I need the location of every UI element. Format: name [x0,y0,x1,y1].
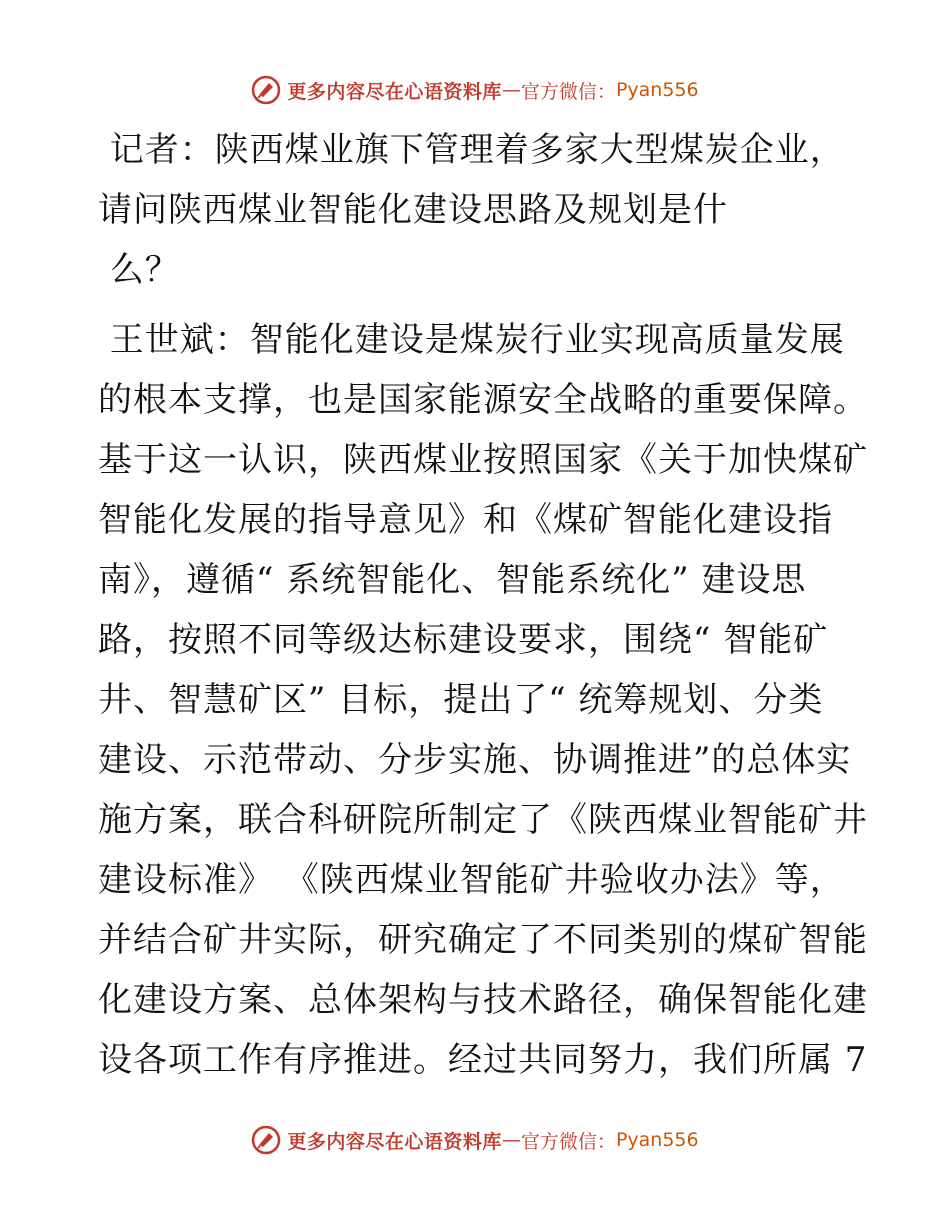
banner-wechat-id: Pyan556 [615,79,699,101]
question-line: 请问陕西煤业智能化建设思路及规划是什 [98,190,728,230]
logo-icon [251,1125,281,1155]
document-body [98,120,868,1090]
answer-line: 路，按照不同等级达标建设要求，围绕“ 智能矿 [98,620,829,660]
answer-line: 井、智慧矿区” 目标，提出了“ 统筹规划、分类 [98,680,824,720]
banner-dash: — [501,79,521,101]
answer-line: 建设标准》 《陕西煤业智能矿井验收办法》等， [98,860,845,900]
question-line: 记者：陕西煤业旗下管理着多家大型煤炭企业， [98,130,845,170]
banner-wechat-id: Pyan556 [615,1129,699,1151]
banner-title: 更多内容尽在心语资料库 [287,80,502,103]
answer-line: 王世斌：智能化建设是煤炭行业实现高质量发展 [98,320,845,360]
logo-icon [251,75,281,105]
answer-line: 智能化发展的指导意见》和《煤矿智能化建设指 [98,500,833,540]
banner-title: 更多内容尽在心语资料库 [287,1130,502,1153]
answer-line: 南》，遵循“ 系统智能化、智能系统化” 建设思 [98,560,807,600]
banner-subtitle: 官方微信： [520,80,616,103]
answer-line: 建设、示范带动、分步实施、协调推进”的总体实 [98,740,852,780]
banner-dash: — [501,1129,521,1151]
answer-line: 的根本支撑，也是国家能源安全战略的重要保障。 [98,380,868,420]
header-watermark [0,70,950,110]
answer-line: 设各项工作有序推进。经过共同努力，我们所属 7 [98,1040,868,1080]
answer-line: 化建设方案、总体架构与技术路径，确保智能化建 [98,980,868,1020]
question-line: 么？ [98,250,180,290]
footer-watermark [0,1120,950,1160]
answer-line: 基于这一认识，陕西煤业按照国家《关于加快煤矿 [98,440,868,480]
banner-subtitle: 官方微信： [520,1130,616,1153]
answer-line: 并结合矿井实际，研究确定了不同类别的煤矿智能 [98,920,868,960]
answer-line: 施方案，联合科研院所制定了《陕西煤业智能矿井 [98,800,868,840]
